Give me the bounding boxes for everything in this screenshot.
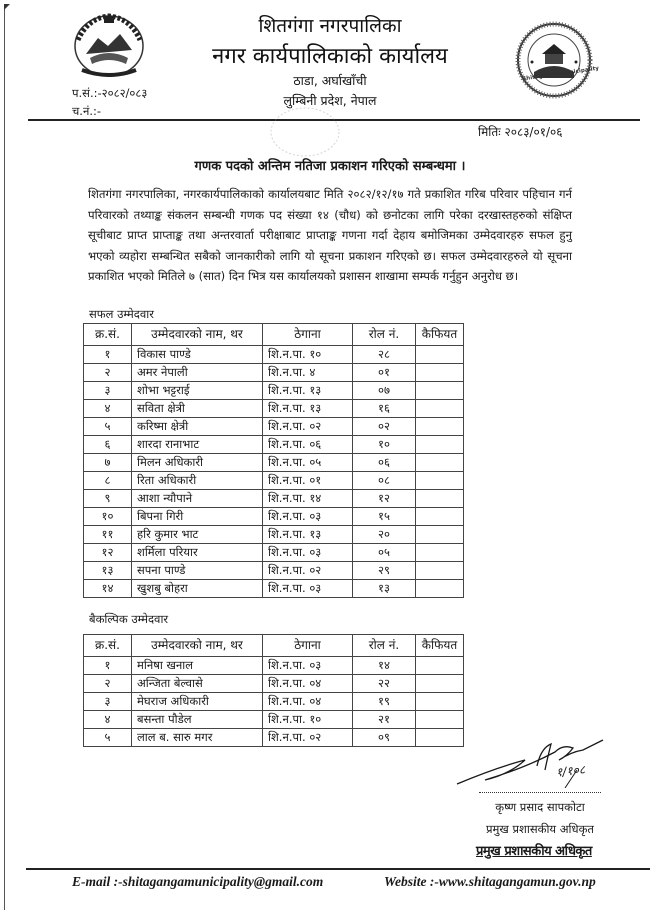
cell-remarks	[416, 454, 464, 472]
cell-address: शि.न.पा. १०	[263, 711, 353, 729]
cell-name: हरि कुमार भाट	[132, 526, 263, 544]
footer-website[interactable]: Website :-www.shitagangamun.gov.np	[384, 874, 596, 889]
footer-email[interactable]: E-mail :-shitagangamunicipality@gmail.com	[72, 874, 324, 889]
cell-roll: ०९	[353, 729, 416, 747]
cell-address: शि.न.पा. ४	[263, 364, 353, 382]
table-row	[84, 508, 464, 526]
cell-roll: ०८	[353, 472, 416, 490]
cell-remarks	[416, 508, 464, 526]
cell-address: शि.न.पा. ०४	[263, 675, 353, 693]
cell-address: शि.न.पा. ०६	[263, 436, 353, 454]
table-row	[84, 418, 464, 436]
table-row	[84, 729, 464, 747]
cell-address: शि.न.पा. ०३	[263, 508, 353, 526]
cell-address: शि.न.पा. ०१	[263, 472, 353, 490]
footer-divider	[26, 868, 650, 870]
col-address: ठेगाना	[263, 324, 353, 346]
cell-serial: ३	[84, 382, 132, 400]
cell-serial: १३	[84, 562, 132, 580]
cell-remarks	[416, 562, 464, 580]
cell-serial: ८	[84, 472, 132, 490]
table-header-row	[84, 324, 464, 346]
cell-roll: १२	[353, 490, 416, 508]
table-row	[84, 400, 464, 418]
cell-name: सविता क्षेत्री	[132, 400, 263, 418]
cell-name: विकास पाण्डे	[132, 346, 263, 364]
cell-remarks	[416, 436, 464, 454]
letter-body: शितगंगा नगरपालिका, नगरकार्यपालिकाको कार्यालयबाट मिति २०८२/१२/१७ गते प्रकाशित गरिब परिवार पहिचान गर्न परिवारको तथ्याङ्क संकलन सम्बन्धी गणक पद संख्या १४ (चौध) को छनोटका लागि परेका दरखास्तहरुको संक्षिप्त सूचीबाट प्राप्त प्राप्ताङ्क तथा अन्तरवार्ता परीक्षाबाट प्राप्ताङ्क गणना गर्दा देहाय बमोजिमका उम्मेदवारहरु सफल हुनु भएको व्यहोरा सम्बन्धित सबैको जानकारीको लागि यो सूचना प्रकाशन गरिएको छ। सफल उम्मेदवारहरुले यो सूचना प्रकाशित भएको मितिले ७ (सात) दिन भित्र यस कार्यालयको प्रशासन शाखामा सम्पर्क गर्नुहुन अनुरोध छ।	[88, 187, 572, 283]
successful-candidates-title: सफल उम्मेदवार	[89, 307, 154, 321]
cell-name: लाल ब. सारु मगर	[132, 729, 263, 747]
table-row	[84, 436, 464, 454]
cell-serial: १०	[84, 508, 132, 526]
page-corner	[4, 4, 10, 10]
table-row	[84, 346, 464, 364]
dispatch-number: च.नं.:-	[72, 104, 102, 118]
cell-name: करिष्मा क्षेत्री	[132, 418, 263, 436]
col-serial: क्र.सं.	[84, 324, 132, 346]
col-remarks: कैफियत	[416, 635, 464, 657]
table-row	[84, 580, 464, 598]
cell-remarks	[416, 693, 464, 711]
cell-address: शि.न.पा. ०२	[263, 418, 353, 436]
cell-roll: ०७	[353, 382, 416, 400]
cell-remarks	[416, 400, 464, 418]
address-line-1: ठाडा, अर्घाखाँची	[293, 73, 367, 88]
cell-serial: ५	[84, 729, 132, 747]
col-address: ठेगाना	[263, 635, 353, 657]
table-row	[84, 657, 464, 675]
cell-roll: २२	[353, 675, 416, 693]
col-name: उम्मेदवारको नाम, थर	[132, 324, 263, 346]
letter-subject: गणक पदको अन्तिम नतिजा प्रकाशन गरिएको सम्बन्धमा ।	[194, 159, 466, 174]
cell-roll: १९	[353, 693, 416, 711]
cell-address: शि.न.पा. ०३	[263, 657, 353, 675]
cell-name: रिता अधिकारी	[132, 472, 263, 490]
cell-address: शि.न.पा. ०३	[263, 580, 353, 598]
cell-serial: ५	[84, 418, 132, 436]
alternate-candidates-table	[83, 634, 464, 747]
cell-roll: १३	[353, 580, 416, 598]
cell-name: बसन्ता पौडेल	[132, 711, 263, 729]
address-line-2: लुम्बिनी प्रदेश, नेपाल	[283, 93, 377, 108]
cell-roll: ०६	[353, 454, 416, 472]
cell-address: शि.न.पा. १४	[263, 490, 353, 508]
signature-line	[479, 792, 601, 793]
alternate-candidates-title: बैकल्पिक उम्मेदवार	[89, 612, 169, 626]
cell-remarks	[416, 544, 464, 562]
table-header-row	[84, 635, 464, 657]
successful-candidates-table	[83, 323, 464, 598]
cell-name: शोभा भट्टराई	[132, 382, 263, 400]
cell-name: बिपना गिरी	[132, 508, 263, 526]
cell-name: अमर नेपाली	[132, 364, 263, 382]
cell-name: शर्मिला परियार	[132, 544, 263, 562]
cell-serial: ४	[84, 400, 132, 418]
cell-roll: ०१	[353, 364, 416, 382]
cell-address: शि.न.पा. ०३	[263, 544, 353, 562]
cell-remarks	[416, 364, 464, 382]
table-row	[84, 693, 464, 711]
office-name: नगर कार्यपालिकाको कार्यालय	[212, 44, 448, 69]
cell-remarks	[416, 382, 464, 400]
col-serial: क्र.सं.	[84, 635, 132, 657]
cell-serial: १२	[84, 544, 132, 562]
cell-name: मिलन अधिकारी	[132, 454, 263, 472]
cell-address: शि.न.पा. १३	[263, 400, 353, 418]
cell-roll: १४	[353, 657, 416, 675]
signatory-title: प्रमुख प्रशासकीय अधिकृत	[486, 822, 594, 836]
cell-remarks	[416, 711, 464, 729]
cell-serial: २	[84, 675, 132, 693]
signature-note: १/१०८	[555, 762, 586, 780]
cell-address: शि.न.पा. १३	[263, 382, 353, 400]
table-row	[84, 526, 464, 544]
cell-serial: ९	[84, 490, 132, 508]
col-roll: रोल नं.	[353, 324, 416, 346]
table-row	[84, 472, 464, 490]
cell-serial: ४	[84, 711, 132, 729]
cell-roll: ०५	[353, 544, 416, 562]
cell-serial: ११	[84, 526, 132, 544]
letter-date: मितिः २०८३/०१/०६	[478, 125, 563, 139]
cell-address: शि.न.पा. १३	[263, 526, 353, 544]
table-row	[84, 675, 464, 693]
cell-roll: २८	[353, 346, 416, 364]
cell-address: शि.न.पा. ०२	[263, 729, 353, 747]
cell-remarks	[416, 580, 464, 598]
cell-name: शारदा रानाभाट	[132, 436, 263, 454]
cell-remarks	[416, 490, 464, 508]
designation-stamp: प्रमुख प्रशासकीय अधिकृत	[476, 844, 592, 859]
cell-remarks	[416, 657, 464, 675]
table-row	[84, 454, 464, 472]
cell-serial: १	[84, 346, 132, 364]
cell-address: शि.न.पा. १०	[263, 346, 353, 364]
col-roll: रोल नं.	[353, 635, 416, 657]
cell-roll: १०	[353, 436, 416, 454]
page-left-edge	[4, 4, 5, 910]
cell-remarks	[416, 472, 464, 490]
reference-number: प.सं.:-२०८२/०८३	[72, 86, 148, 100]
cell-roll: १५	[353, 508, 416, 526]
table-row	[84, 711, 464, 729]
cell-name: मनिषा खनाल	[132, 657, 263, 675]
signatory-name: कृष्ण प्रसाद सापकोटा	[495, 800, 585, 814]
cell-serial: १	[84, 657, 132, 675]
cell-name: खुशबु बोहरा	[132, 580, 263, 598]
cell-serial: ६	[84, 436, 132, 454]
cell-roll: २९	[353, 562, 416, 580]
cell-name: मेघराज अधिकारी	[132, 693, 263, 711]
cell-remarks	[416, 346, 464, 364]
municipality-name: शितगंगा नगरपालिका	[258, 15, 402, 37]
cell-serial: २	[84, 364, 132, 382]
cell-remarks	[416, 675, 464, 693]
cell-serial: ३	[84, 693, 132, 711]
cell-address: शि.न.पा. ०५	[263, 454, 353, 472]
cell-name: सपना पाण्डे	[132, 562, 263, 580]
cell-name: आशा न्यौपाने	[132, 490, 263, 508]
municipality-seal-logo	[514, 20, 600, 100]
cell-remarks	[416, 418, 464, 436]
faint-office-stamp	[265, 105, 345, 160]
cell-roll: २१	[353, 711, 416, 729]
cell-name: अन्जिता बेल्वासे	[132, 675, 263, 693]
nepal-emblem-logo	[68, 10, 150, 82]
table-row	[84, 490, 464, 508]
col-remarks: कैफियत	[416, 324, 464, 346]
cell-address: शि.न.पा. ०२	[263, 562, 353, 580]
cell-roll: १६	[353, 400, 416, 418]
cell-remarks	[416, 526, 464, 544]
table-row	[84, 562, 464, 580]
table-row	[84, 544, 464, 562]
table-row	[84, 382, 464, 400]
cell-serial: ७	[84, 454, 132, 472]
seal-lettering: Shitaganga Municipality	[521, 65, 600, 83]
cell-serial: १४	[84, 580, 132, 598]
cell-roll: २०	[353, 526, 416, 544]
table-row	[84, 364, 464, 382]
cell-roll: ०२	[353, 418, 416, 436]
col-name: उम्मेदवारको नाम, थर	[132, 635, 263, 657]
cell-address: शि.न.पा. ०४	[263, 693, 353, 711]
